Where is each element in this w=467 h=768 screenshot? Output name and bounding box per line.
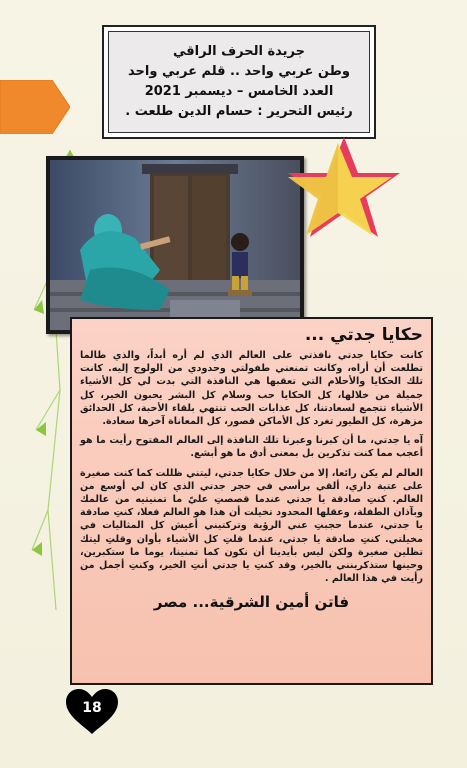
article-box [70, 317, 433, 685]
article-paragraph-2: آه يا جدتي، ما أن كبرنا وعبرنا تلك النافذة إلى العالم المفتوح رأيت ما هو أعجب مما كنت تذكرين بل بمعنى أدق ما هو أبشع. [80, 435, 423, 460]
article-title: حكايا جدتي ... [304, 325, 423, 345]
newspaper-slogan: وطن عربي واحد .. قلم عربي واحد [128, 64, 350, 79]
orange-side-tab [0, 80, 70, 134]
star-icon [282, 133, 406, 247]
author-signature: فاتن أمين الشرقية... مصر [153, 593, 350, 612]
masthead-box [102, 25, 376, 139]
issue-info: العدد الخامس – ديسمبر 2021 [144, 84, 334, 99]
editor-in-chief: رئيس التحرير : حسام الدين طلعت . [125, 104, 353, 119]
article-paragraph-1: كانت حكايا جدتي نافذتي على العالم الذي لم أره أبداً، والذي طالما تطلعت أن أراه، وكانت تمنعني طفولتي وحدودي من الولوج إليه. كانت تلك الحكايا والأحلام التي تعقبها هي النافذة التي بدت لي كل الأشياء جميلة من خلالها، كل الحكايا حب وسلام كل البشر يحبون الخير، كل الأشياء تتجمع لسعادتنا، كل عذابات الحب تنتهي بلقاء الأحبة، كل الحدائق مزهرة، كل الطيور تغرد كل الأماكن قصور، كل المعاناة آخرها سعادة. [80, 350, 423, 428]
article-paragraph-3: العالم لم يكن رائعا، إلا من خلال حكايا جدتي، ليتني ظللت كما كنت صغيرة على عتبة داري، ألقي برأسي في حجر جدتي الذي كان لي أوسع من العالم. كنتِ صادقة يا جدتي عندما قصصتِ عليّ ما تمنيتيه من عالمك وبآذان الطفلة، وعقلها المحدود تخيلت أن هذا هو العالم فعلا، كنتِ صادقة يا جدتي، عندما حجبتِ عني الرؤية وتركتيني أعيش كل المثاليات في مخيلتي. كنتِ صادقة يا جدتي، عندما قلتِ كل الأشياء بأوان وقلتِ ليتك تظلين صغيرة ولكن ليس بأيدينا أن نكون كما تمنينا، يوما ما ستكبرين، وحينها ستذكرينني بالخير، وقد كنتِ يا جدتي أنتِ الخير، وكنتِ أجمل من رأيت في هذا العالم . [80, 467, 423, 585]
photo-frame [46, 156, 304, 334]
newspaper-name: جريدة الحرف الراقي [173, 44, 306, 59]
page-number: 18 [82, 700, 102, 716]
grandmother-photo [50, 160, 300, 330]
masthead-inner [108, 31, 370, 133]
